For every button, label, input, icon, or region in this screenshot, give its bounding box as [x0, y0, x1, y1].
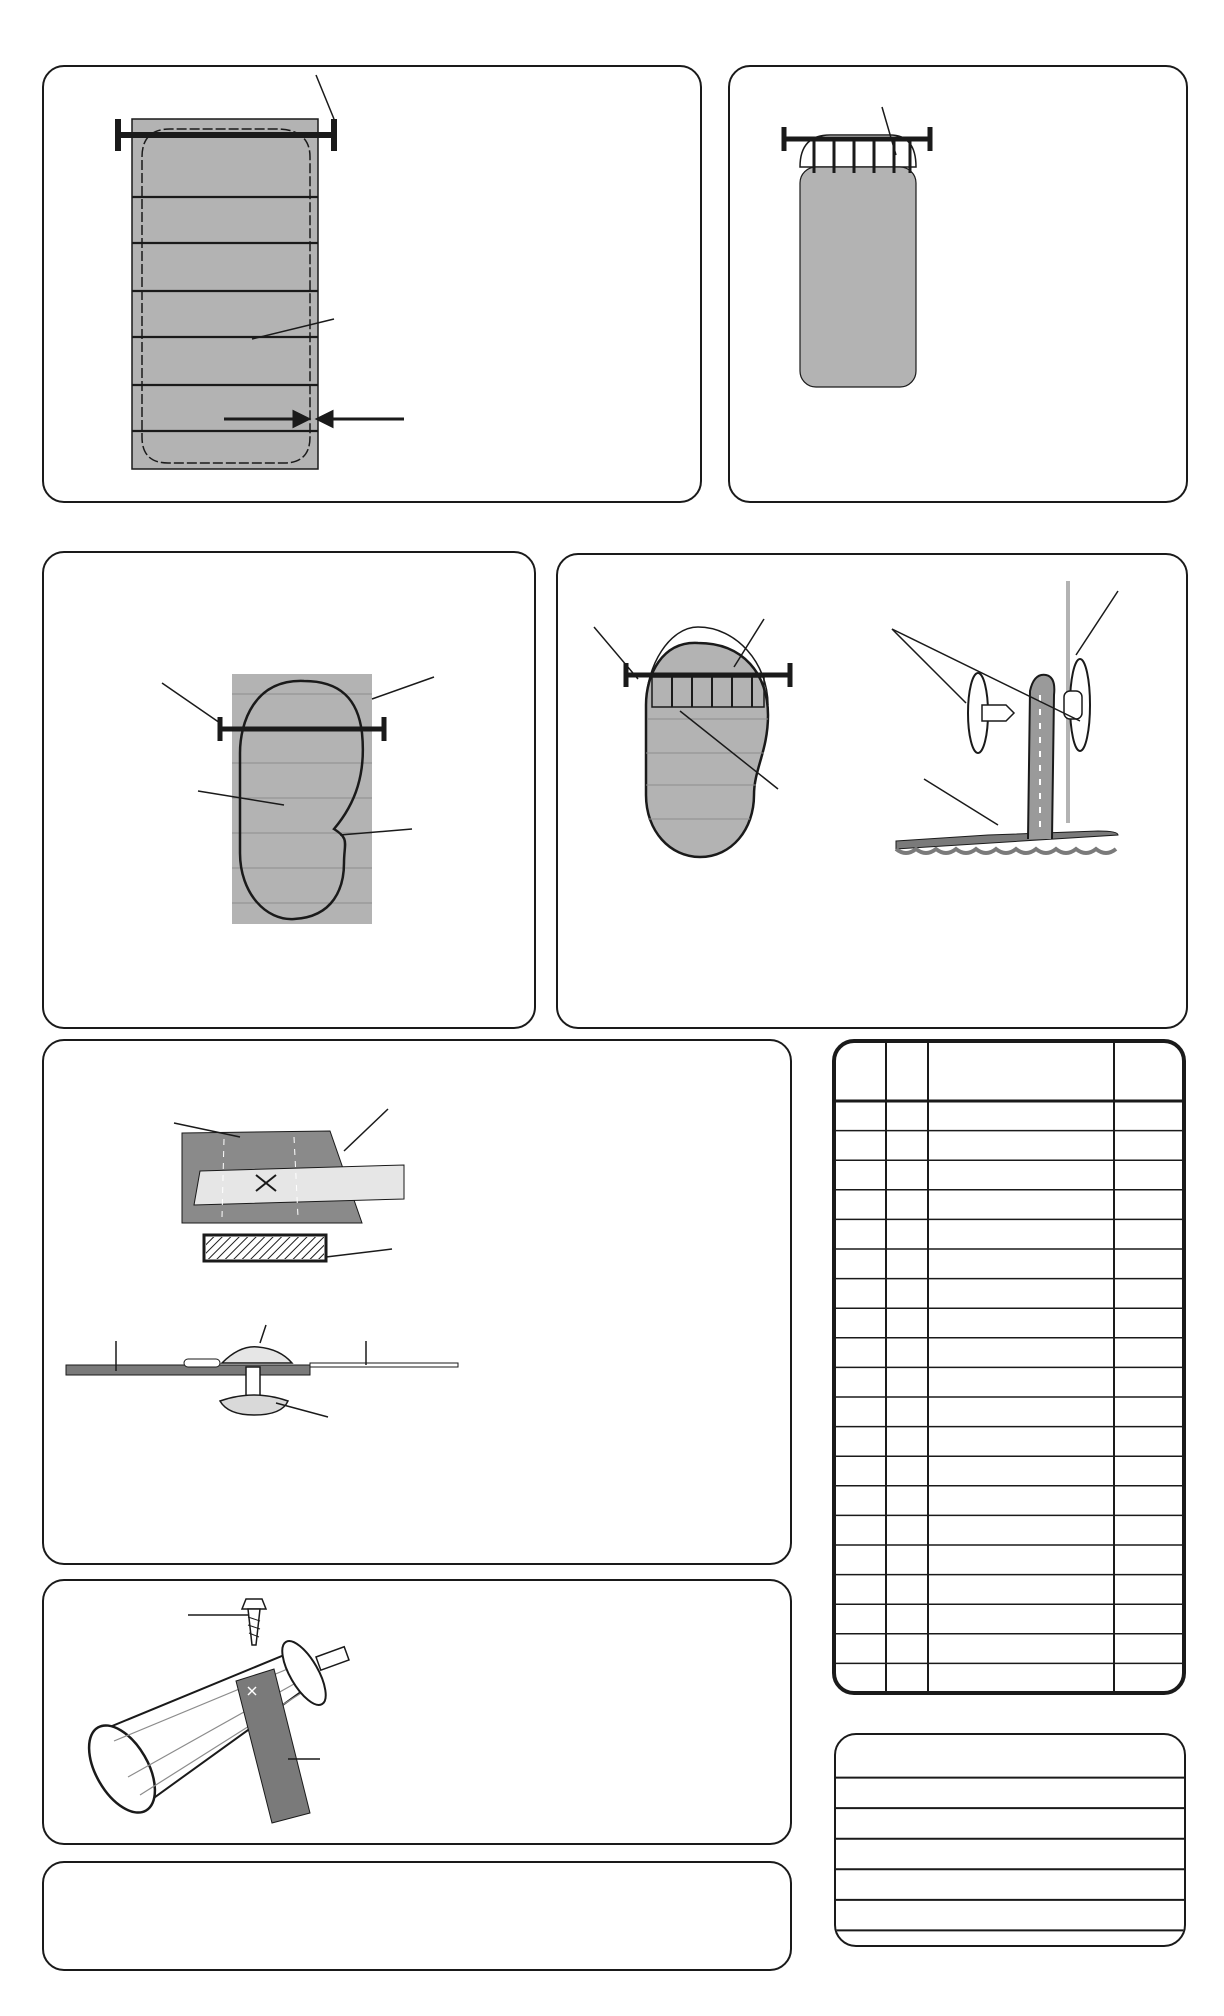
- leader-line: [1076, 591, 1118, 655]
- step-4-diagram: [558, 555, 1190, 1031]
- anchor-stem: [246, 1367, 260, 1399]
- parts-table-grid: [836, 1043, 1186, 1695]
- step-3-diagram: [44, 553, 538, 1031]
- pool-cover: [800, 167, 916, 387]
- tension-bar: [784, 127, 930, 151]
- step-6-panel: [42, 1579, 792, 1845]
- parts-table: [832, 1039, 1186, 1695]
- cover-strap: [310, 1363, 458, 1367]
- leader-line: [344, 1109, 388, 1151]
- leader-line: [326, 1249, 392, 1257]
- column-dividers: [886, 1043, 1114, 1695]
- deck-edge: [896, 849, 1116, 853]
- anchor-base: [220, 1395, 288, 1415]
- step-6-diagram: [44, 1581, 794, 1847]
- leader-line: [594, 627, 638, 679]
- step-1-panel: [42, 65, 702, 503]
- leader-line: [162, 683, 220, 723]
- step-1-diagram: [44, 67, 704, 505]
- legend-rows: [836, 1778, 1186, 1931]
- spring: [184, 1359, 220, 1367]
- row-dividers: [836, 1131, 1186, 1664]
- wood-block-hatch: [206, 1237, 324, 1259]
- arrow-left-icon: [318, 412, 404, 426]
- shaft: [316, 1647, 349, 1670]
- legend-box: [834, 1733, 1186, 1947]
- leader-line: [316, 75, 334, 119]
- step-2-panel: [728, 65, 1188, 503]
- step-2-diagram: [730, 67, 1190, 505]
- step-5-panel: [42, 1039, 792, 1565]
- anchor-pin: [982, 705, 1014, 721]
- step-5-diagram: [44, 1041, 794, 1567]
- pool-cover-rect: [132, 119, 318, 469]
- cover-rect: [232, 674, 372, 924]
- notes-panel: [42, 1861, 792, 1971]
- leader-line: [734, 619, 764, 667]
- leader-line: [372, 677, 434, 699]
- legend-grid: [836, 1735, 1186, 1947]
- deck-surface: [896, 831, 1118, 849]
- screw-icon: [242, 1599, 266, 1645]
- leader-line: [276, 1403, 328, 1417]
- leader-line: [260, 1325, 266, 1343]
- anchor-bolt: [1028, 675, 1054, 839]
- step-3-panel: [42, 551, 536, 1029]
- step-4-panel: [556, 553, 1188, 1029]
- anchor-head: [222, 1347, 292, 1363]
- leader-line: [892, 629, 966, 703]
- leader-line: [882, 107, 896, 155]
- leader-line: [924, 779, 998, 825]
- repair-patch: [194, 1165, 404, 1205]
